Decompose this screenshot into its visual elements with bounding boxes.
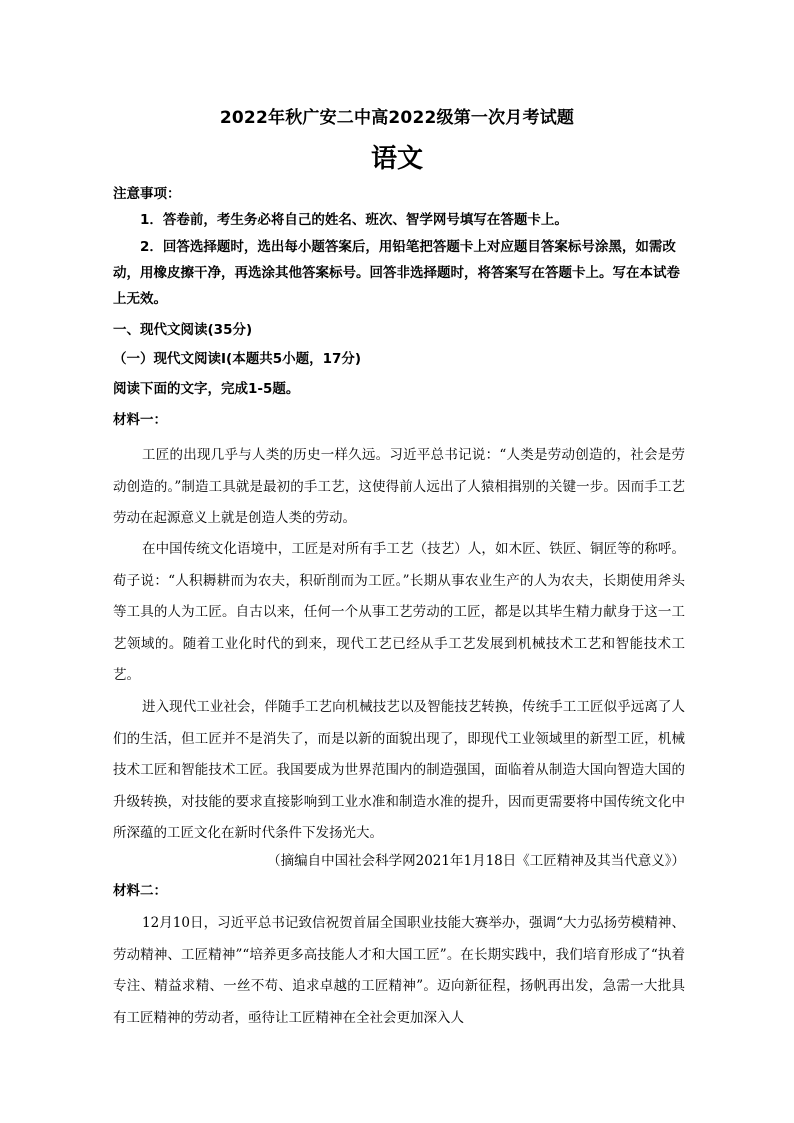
subject-title: 语文 bbox=[370, 144, 423, 174]
material-1-source: （摘编自中国社会科学网2021年1月18日《工匠精神及其当代意义》） bbox=[267, 853, 685, 869]
material-1-paragraph-2: 在中国传统文化语境中，工匠是对所有手工艺（技艺）人，如木匠、铁匠、铜匠等的称呼。荀子说：“人积耨耕而为农夫，积斫削而为工匠。”长期从事农业生产的人为农夫，长期使用斧头等工具的人为工匠。自古以来，任何一个从事工艺劳动的工匠，都是以其毕生精力献身于这一工艺领域的。随着工业化时代的到来，现代工艺已经从手工艺发展到机械技术工艺和智能技术工艺。 bbox=[113, 541, 685, 684]
material-1-label: 材料一： bbox=[113, 412, 167, 428]
subsection-heading: （一）现代文阅读Ⅰ(本题共5小题，17分) bbox=[113, 351, 362, 367]
notice-heading: 注意事项： bbox=[113, 186, 181, 202]
reading-instruction: 阅读下面的文字，完成1-5题。 bbox=[113, 381, 300, 397]
notice-item-1: 1．答卷前，考生务必将自己的姓名、班次、智学网号填写在答题卡上。 bbox=[140, 212, 568, 228]
material-2-label: 材料二： bbox=[113, 883, 167, 899]
material-1-paragraph-1: 工匠的出现几乎与人类的历史一样久远。习近平总书记说：“人类是劳动创造的，社会是劳动创造的。”制造工具就是最初的手工艺，这使得前人远出了人猿相揖别的关键一步。因而手工艺劳动在起源意义上就是创造人类的劳动。 bbox=[113, 447, 685, 527]
notice-item-2: 2．回答选择题时，选出每小题答案后，用铅笔把答题卡上对应题目答案标号涂黑，如需改动，用橡皮擦干净，再选涂其他答案标号。回答非选择题时，将答案写在答题卡上。写在本试卷上无效。 bbox=[113, 239, 680, 307]
material-2-paragraph-1: 12月10日，习近平总书记致信祝贺首届全国职业技能大赛举办，强调“大力弘扬劳模精神、劳动精神、工匠精神”“培养更多高技能人才和大国工匠”。在长期实践中，我们培育形成了“执着专注、精益求精、一丝不苟、追求卓越的工匠精神”。迈向新征程，扬帆再出发，急需一大批具有工匠精神的劳动者，亟待让工匠精神在全社会更加深入人 bbox=[113, 915, 685, 1026]
section-heading: 一、现代文阅读(35分) bbox=[113, 322, 253, 338]
material-1-paragraph-3: 进入现代工业社会，伴随手工艺向机械技艺以及智能技艺转换，传统手工工匠似乎远离了人们的生活，但工匠并不是消失了，而是以新的面貌出现了，即现代工业领域里的新型工匠，机械技术工匠和智能技术工匠。我国要成为世界范围内的制造强国，面临着从制造大国向智造大国的升级转换，对技能的要求直接影响到工业水准和制造水准的提升，因而更需要将中国传统文化中所深蕴的工匠文化在新时代条件下发扬光大。 bbox=[113, 699, 685, 842]
exam-title: 2022年秋广安二中高2022级第一次月考试题 bbox=[219, 108, 575, 128]
